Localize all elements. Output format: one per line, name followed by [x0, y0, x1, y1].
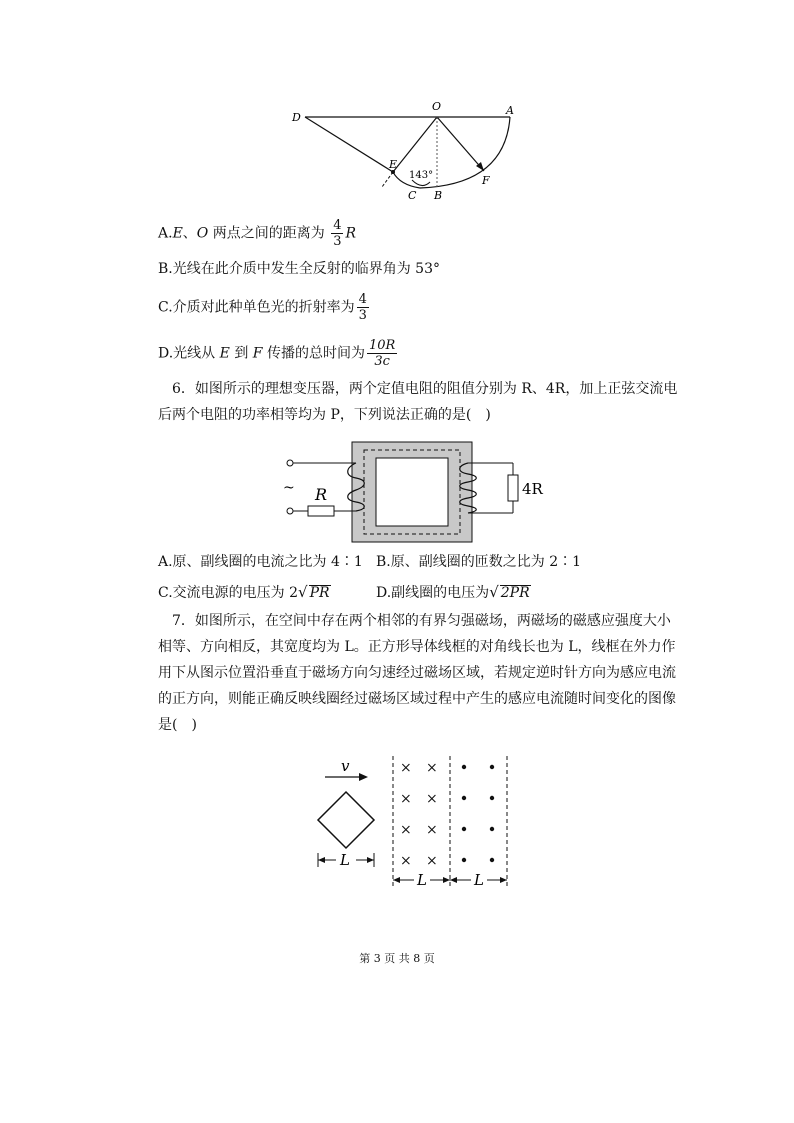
option-6a: A.原、副线圈的电流之比为 4∶1 — [158, 554, 363, 570]
svg-text:×: × — [426, 760, 438, 776]
source-symbol: ~ — [283, 480, 295, 496]
page-footer: 第 3 页 共 8 页 — [359, 952, 435, 965]
question-7-stem: 7．如图所示，在空间中存在两个相邻的有界匀强磁场，两磁场的磁感应强度大小 相等、方向相反，其宽度均为 L。正方形导体线框的对角线长也为 L，线框在外力作 用下从图示位置沿垂直于磁场方向匀速经过磁场区域，若规定逆时针方向为感应电流 的正方向，则能正确反映线圈经过磁场区域过程中产生的感应电流随时间变化的图像 是( ) — [158, 613, 676, 733]
resistor-r-label: R — [315, 485, 328, 504]
fraction: $\frac{10R}{3c}$ — [368, 338, 396, 369]
question-6-stem: 6．如图所示的理想变压器，两个定值电阻的阻值分别为 R、4R，加上正弦交流电 后两个电阻的功率相等均为 P，下列说法正确的是( ) — [158, 381, 678, 423]
label-E: E — [389, 158, 398, 171]
label-angle: 143° — [409, 170, 434, 181]
option-5a: A.E、O 两点之间的距离为 $\frac{4}{3}$ R — [158, 218, 357, 249]
field2-width-label: L — [474, 871, 484, 889]
option-5c: C.介质对此种单色光的折射率为 $\frac{4}{3}$ — [158, 292, 367, 323]
label-B: B — [434, 189, 443, 202]
field-out-of-page — [462, 765, 494, 862]
velocity-label: v — [341, 757, 350, 775]
option-6d: D.副线圈的电压为√ 2PR — [376, 583, 530, 601]
label-A: A — [506, 104, 514, 117]
svg-text:×: × — [400, 791, 412, 807]
fraction: $\frac{4}{3}$ — [358, 292, 367, 323]
square-width-label: L — [340, 851, 350, 869]
svg-text:×: × — [426, 791, 438, 807]
label-C: C — [408, 189, 417, 202]
resistor-4r-label: 4R — [522, 480, 543, 498]
label-F: F — [482, 174, 490, 187]
transformer-figure — [0, 432, 794, 552]
option-5b: B.光线在此介质中发生全反射的临界角为 53° — [158, 261, 441, 277]
svg-text:×: × — [400, 822, 412, 838]
svg-text:×: × — [426, 822, 438, 838]
svg-text:×: × — [400, 853, 412, 869]
label-D: D — [292, 111, 301, 124]
field1-width-label: L — [417, 871, 427, 889]
option-5d: D.光线从 E 到 F 传播的总时间为 $\frac{10R}{3c}$ — [158, 338, 396, 369]
fraction: $\frac{4}{3}$ — [333, 218, 342, 249]
svg-text:×: × — [426, 853, 438, 869]
field-into-page — [400, 760, 438, 869]
magnetic-field-figure — [0, 756, 794, 896]
option-6c: C.交流电源的电压为 2√ PR — [158, 583, 330, 601]
label-O: O — [432, 100, 442, 113]
option-6b: B.原、副线圈的匝数之比为 2∶1 — [376, 554, 582, 570]
optics-figure — [0, 0, 794, 220]
svg-text:×: × — [400, 760, 412, 776]
